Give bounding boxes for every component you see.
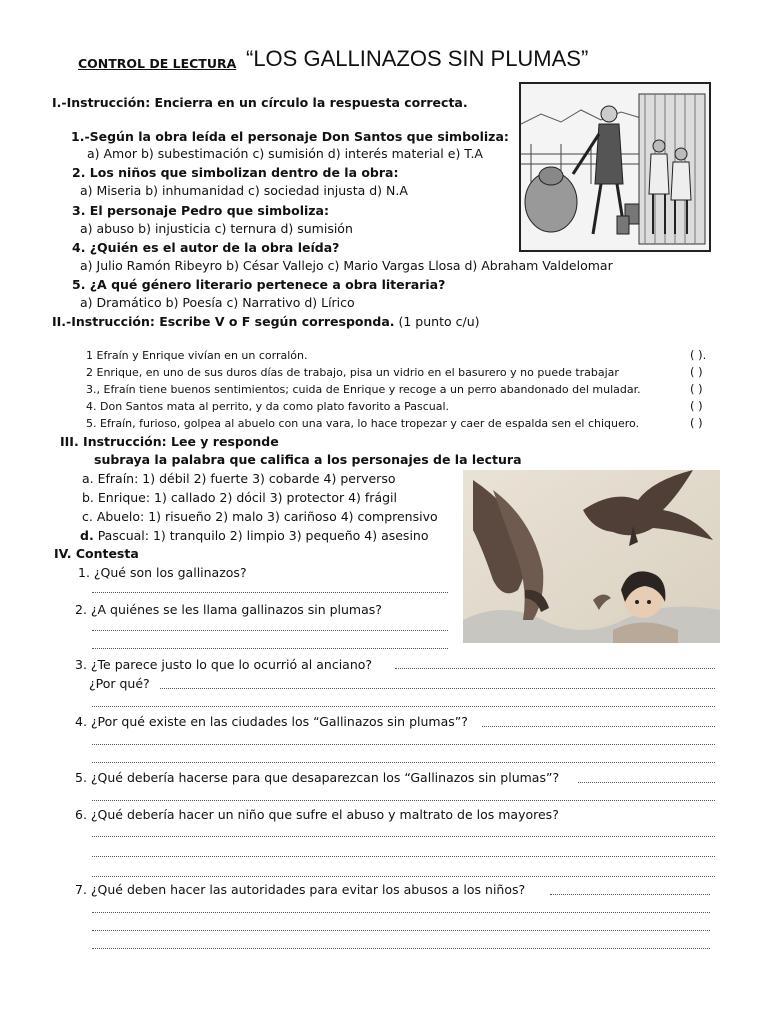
section2-points: (1 punto c/u) bbox=[398, 314, 480, 329]
section3-b: b. Enrique: 1) callado 2) dócil 3) protector 4) frágil bbox=[82, 490, 397, 505]
answer-line[interactable] bbox=[92, 762, 715, 763]
answer-line[interactable] bbox=[92, 836, 715, 837]
section4-q4: 4. ¿Por qué existe en las ciudades los “Gallinazos sin plumas”? bbox=[75, 714, 468, 729]
answer-line[interactable] bbox=[92, 592, 448, 593]
section1-a4: a) Julio Ramón Ribeyro b) César Vallejo c) Mario Vargas Llosa d) Abraham Valdelomar bbox=[80, 258, 613, 273]
answer-line[interactable] bbox=[92, 630, 448, 631]
section1-a5: a) Dramático b) Poesía c) Narrativo d) Lírico bbox=[80, 295, 355, 310]
section4-q3: 3. ¿Te parece justo lo que lo ocurrió al anciano? bbox=[75, 657, 373, 672]
section3-d-label: d. bbox=[80, 528, 94, 543]
section3-c: c. Abuelo: 1) risueño 2) malo 3) cariñoso 4) comprensivo bbox=[82, 509, 438, 524]
answer-line[interactable] bbox=[92, 800, 715, 801]
section4-q6: 6. ¿Qué debería hacer un niño que sufre el abuso y maltrato de los mayores? bbox=[75, 807, 559, 822]
section3-d: Pascual: 1) tranquilo 2) limpio 3) pequeño 4) asesino bbox=[97, 528, 429, 543]
section4-q5: 5. ¿Qué debería hacerse para que desaparezcan los “Gallinazos sin plumas”? bbox=[75, 770, 560, 785]
section1-a2: a) Miseria b) inhumanidad c) sociedad injusta d) N.A bbox=[80, 183, 408, 198]
header-label: CONTROL DE LECTURA bbox=[78, 56, 237, 71]
section4-q3b: ¿Por qué? bbox=[89, 676, 150, 691]
tf-answer-3[interactable]: ( ) bbox=[690, 382, 703, 396]
answer-line[interactable] bbox=[92, 912, 710, 913]
section1-q1: 1.-Según la obra leída el personaje Don Santos que simboliza: bbox=[71, 129, 509, 144]
tf-item-5: 5. Efraín, furioso, golpea al abuelo con una vara, lo hace tropezar y caer de espalda sen el chiquero. bbox=[86, 417, 640, 430]
answer-line[interactable] bbox=[92, 930, 710, 931]
section4-heading: IV. Contesta bbox=[54, 546, 139, 561]
tf-answer-2[interactable]: ( ) bbox=[690, 365, 703, 379]
answer-line[interactable] bbox=[92, 876, 715, 877]
tf-answer-4[interactable]: ( ) bbox=[690, 399, 703, 413]
section1-q2: 2. Los niños que simbolizan dentro de la obra: bbox=[72, 165, 399, 180]
section3-heading: III. Instrucción: Lee y responde bbox=[60, 434, 279, 449]
section4-q1: 1. ¿Qué son los gallinazos? bbox=[78, 565, 247, 580]
answer-line[interactable] bbox=[92, 706, 715, 707]
section1-q5: 5. ¿A qué género literario pertenece a obra literaria? bbox=[72, 277, 446, 292]
section2-heading: II.-Instrucción: Escribe V o F según corresponda. bbox=[52, 314, 395, 329]
tf-item-1: 1 Efraín y Enrique vivían en un corralón. bbox=[86, 349, 308, 362]
tf-item-2: 2 Enrique, en uno de sus duros días de trabajo, pisa un vidrio en el basurero y no puede trabajar bbox=[86, 366, 619, 379]
story-illustration-vultures bbox=[463, 470, 720, 643]
answer-line[interactable] bbox=[160, 688, 715, 689]
section1-q4: 4. ¿Quién es el autor de la obra leída? bbox=[72, 240, 340, 255]
section3-d-row bbox=[80, 528, 429, 544]
section1-a1: a) Amor b) subestimación c) sumisión d) interés material e) T.A bbox=[87, 146, 483, 161]
section2-heading-row bbox=[52, 314, 480, 330]
answer-line[interactable] bbox=[578, 782, 715, 783]
section4-q2: 2. ¿A quiénes se les llama gallinazos sin plumas? bbox=[75, 602, 382, 617]
section3-a: a. Efraín: 1) débil 2) fuerte 3) cobarde 4) perverso bbox=[82, 471, 396, 486]
answer-line[interactable] bbox=[550, 894, 710, 895]
section1-heading: I.-Instrucción: Encierra en un círculo la respuesta correcta. bbox=[52, 95, 468, 110]
answer-line[interactable] bbox=[92, 744, 715, 745]
answer-line[interactable] bbox=[92, 648, 448, 649]
tf-item-4: 4. Don Santos mata al perrito, y da como plato favorito a Pascual. bbox=[86, 400, 450, 413]
section1-q3: 3. El personaje Pedro que simboliza: bbox=[72, 203, 329, 218]
story-illustration-sketch bbox=[519, 82, 711, 252]
answer-line[interactable] bbox=[482, 726, 715, 727]
tf-answer-5[interactable]: ( ) bbox=[690, 416, 703, 430]
answer-line[interactable] bbox=[395, 668, 715, 669]
section1-a3: a) abuso b) injusticia c) ternura d) sumisión bbox=[80, 221, 353, 236]
section3-sub: subraya la palabra que califica a los personajes de la lectura bbox=[94, 452, 522, 467]
page-title: “LOS GALLINAZOS SIN PLUMAS” bbox=[246, 46, 589, 71]
section4-q7: 7. ¿Qué deben hacer las autoridades para evitar los abusos a los niños? bbox=[75, 882, 526, 897]
tf-answer-1[interactable]: ( ). bbox=[690, 348, 707, 362]
answer-line[interactable] bbox=[92, 948, 710, 949]
tf-item-3: 3., Efraín tiene buenos sentimientos; cuida de Enrique y recoge a un perro abandonado del muladar. bbox=[86, 383, 641, 396]
answer-line[interactable] bbox=[92, 856, 715, 857]
